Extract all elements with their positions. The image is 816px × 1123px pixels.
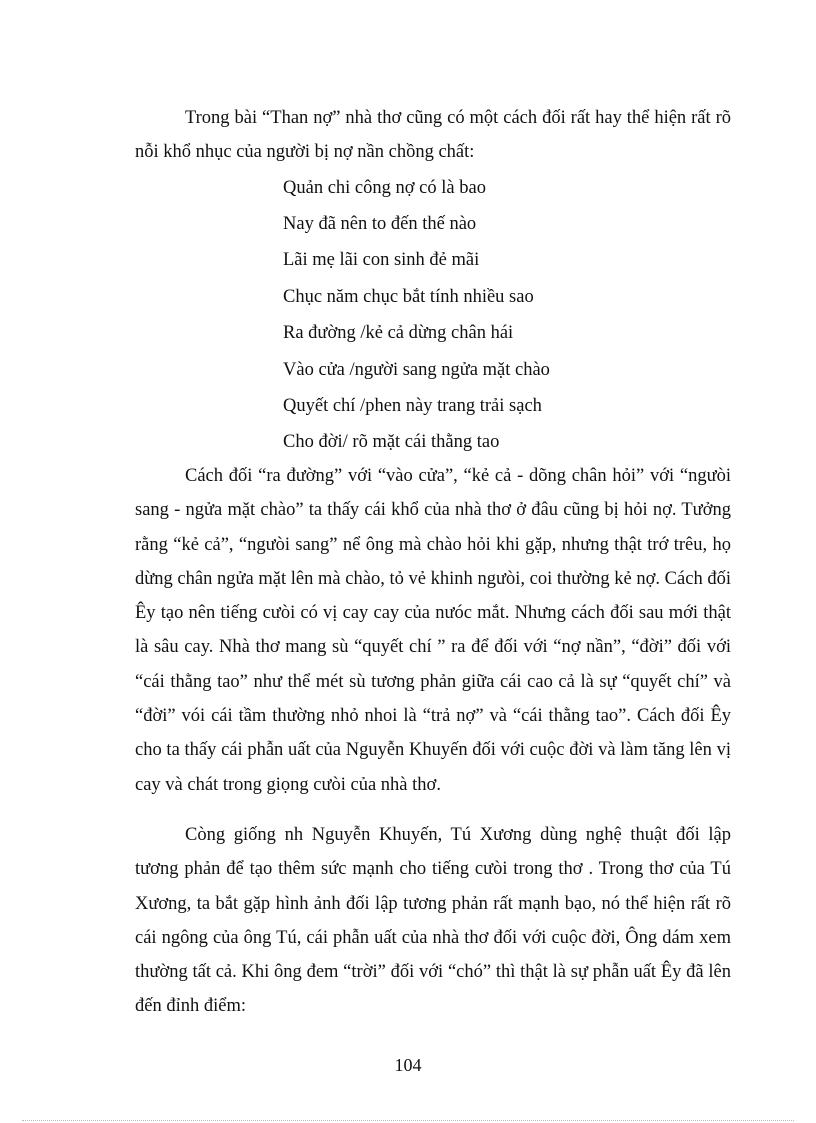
- footer-divider: [22, 1120, 794, 1121]
- poem-line: Nay đã nên to đến thế nào: [283, 214, 477, 234]
- paragraph-analysis: Cách đối “ra đường” với “vào cửa”, “kẻ cả - dõng chân hỏi” với “ngưòi sang - ngửa mặt chào” ta thấy cái khổ của nhà thơ ở đâu cũng bị hỏi nợ. Tưởng rằng “kẻ cả”, “ngưòi sang” nể ông mà chào hỏi khi gặp, nhưng thật trớ trêu, họ dừng chân ngửa mặt lên mà chào, tỏ vẻ khinh ngưòi, coi thường kẻ nợ. Cách đối Êy tạo nên tiếng cưòi có vị cay cay của nưóc mắt. Nhưng cách đối sau mới thật là sâu cay. Nhà thơ mang sù “quyết chí ” ra để đối với “nợ nần”, “đời” đối với “cái thằng tao” như thể mét sù tương phản giữa cái cao cả là sự “quyết chí” và “đời” vói cái tầm thường nhỏ nhoi là “trả nợ” và “cái thằng tao”. Cách đối Êy cho ta thấy cái phẫn uất của Nguyễn Khuyến đối với cuộc đời và làm tăng lên vị cay và chát trong giọng cưòi của nhà thơ.: [135, 466, 731, 795]
- comparison-section: [135, 818, 731, 1024]
- paragraph-intro: Trong bài “Than nợ” nhà thơ cũng có một cách đối rất hay thể hiện rất rõ nỗi khổ nhục của người bị nợ nần chồng chất:: [135, 108, 731, 163]
- poem-line: Cho đời/ rõ mặt cái thằng tao: [283, 432, 500, 453]
- page-number: 104: [394, 1055, 422, 1075]
- poem-line: Ra đường /kẻ cả dừng chân hái: [283, 323, 514, 344]
- poem-line: Lãi mẹ lãi con sinh đẻ mãi: [283, 250, 480, 271]
- paragraph-comparison: Còng giống nh Nguyễn Khuyến, Tú Xương dùng nghệ thuật đối lập tương phản để tạo thêm sức mạnh cho tiếng cưòi trong thơ . Trong thơ của Tú Xương, ta bắt gặp hình ảnh đối lập tương phản rất mạnh bạo, nó thể hiện rất rõ cái ngông của ông Tú, cái phẫn uất của nhà thơ đối với cuộc đời, Ông dám xem thường tất cả. Khi ông đem “trời” đối với “chó” thì thật là sự phẫn uất Êy đã lên đến đỉnh điểm:: [135, 825, 731, 1017]
- poem-line: Quản chi công nợ có là bao: [283, 177, 486, 198]
- poem-line: Quyết chí /phen này trang trải sạch: [283, 396, 542, 417]
- poem-than-no: [135, 170, 731, 461]
- poem-line: Vào cửa /người sang ngửa mặt chào: [283, 359, 550, 380]
- intro-section: [135, 101, 731, 461]
- poem-line: Chục năm chục bắt tính nhiều sao: [283, 286, 534, 307]
- analysis-section: [135, 459, 731, 802]
